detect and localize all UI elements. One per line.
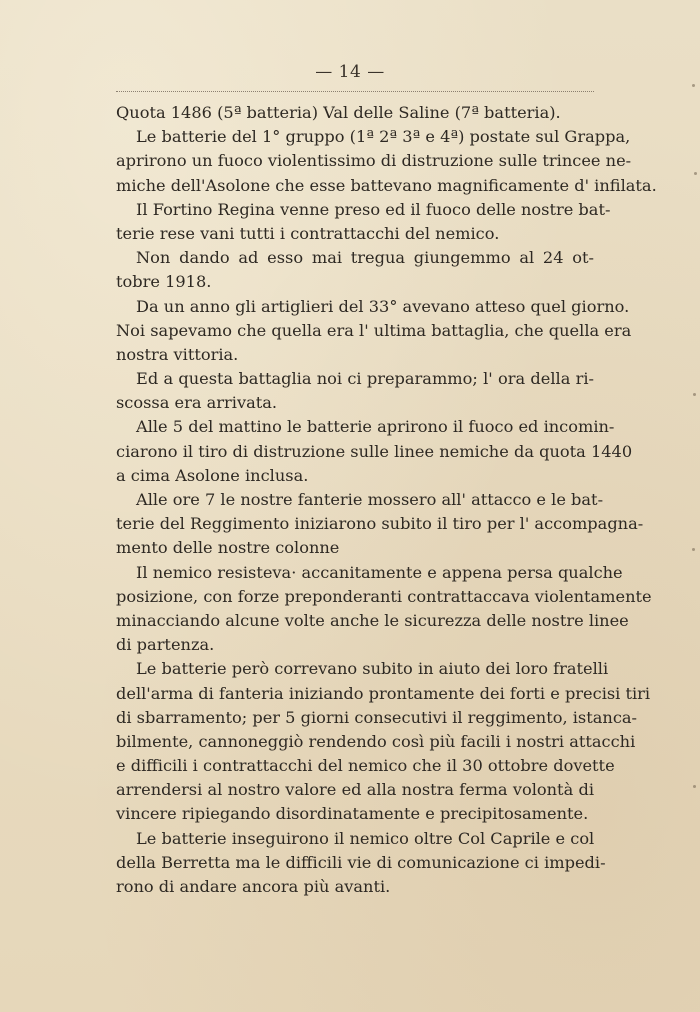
paper-speck xyxy=(693,785,696,788)
page-number: — 14 — xyxy=(315,62,385,82)
text-line: e difficili i contrattacchi del nemico che il 30 ottobre dovette xyxy=(116,756,615,776)
text-line: terie rese vani tutti i contrattacchi del nemico. xyxy=(116,223,500,243)
text-line: aprirono un fuoco violentissimo di distruzione sulle trincee ne- xyxy=(116,151,632,171)
paper-speck xyxy=(692,548,695,551)
body-text xyxy=(116,101,657,899)
text-line: Ed a questa battaglia noi ci preparammo; l' ora della ri- xyxy=(136,369,594,389)
text-line: Il Fortino Regina venne preso ed il fuoco delle nostre bat- xyxy=(136,199,611,219)
text-line: vincere ripiegando disordinatamente e precipitosamente. xyxy=(116,804,589,824)
text-line: posizione, con forze preponderanti contrattaccava violentamente xyxy=(116,586,652,606)
text-line: Alle ore 7 le nostre fanterie mossero all' attacco e le bat- xyxy=(136,490,604,509)
text-line: Da un anno gli artiglieri del 33° avevano atteso quel giorno. xyxy=(136,296,630,316)
text-line: Noi sapevamo che quella era l' ultima battaglia, che quella era xyxy=(116,320,632,340)
text-line: Non dando ad esso mai tregua giungemmo al 24 ot- xyxy=(136,248,594,268)
text-line: arrendersi al nostro valore ed alla nostra ferma volontà di xyxy=(116,780,594,800)
text-line: ciarono il tiro di distruzione sulle linee nemiche da quota 1440 xyxy=(116,441,633,461)
paper-speck xyxy=(693,393,696,396)
text-line: Le batterie del 1° gruppo (1ª 2ª 3ª e 4ª) postate sul Grappa, xyxy=(136,127,631,147)
text-line: rono di andare ancora più avanti. xyxy=(116,877,391,896)
text-line: scossa era arrivata. xyxy=(116,393,278,413)
text-line: tobre 1918. xyxy=(116,272,212,292)
text-line: a cima Asolone inclusa. xyxy=(116,465,309,485)
text-line: Quota 1486 (5ª batteria) Val delle Saline (7ª batteria). xyxy=(116,103,561,122)
text-line: della Berretta ma le difficili vie di comunicazione ci impedi- xyxy=(116,852,606,872)
text-line: bilmente, cannoneggiò rendendo così più facili i nostri attacchi xyxy=(116,731,636,751)
text-line: nostra vittoria. xyxy=(116,344,239,364)
text-line: minacciando alcune volte anche le sicurezza delle nostre linee xyxy=(116,610,629,630)
text-line: Alle 5 del mattino le batterie aprirono il fuoco ed incomin- xyxy=(136,417,615,437)
paper-speck xyxy=(692,84,695,87)
header-divider xyxy=(116,91,594,92)
text-line: Le batterie però correvano subito in aiuto dei loro fratelli xyxy=(136,659,609,679)
text-line: di partenza. xyxy=(116,635,215,655)
text-line: dell'arma di fanteria iniziando prontamente dei forti e precisi tiri xyxy=(116,683,651,703)
text-line: di sbarramento; per 5 giorni consecutivi il reggimento, istanca- xyxy=(116,707,638,727)
text-line: mento delle nostre colonne xyxy=(116,538,340,558)
text-line: Le batterie inseguirono il nemico oltre Col Caprile e col xyxy=(136,828,595,848)
text-line: miche dell'Asolone che esse battevano magnificamente d' infilata. xyxy=(116,175,657,195)
text-line: terie del Reggimento iniziarono subito il tiro per l' accompagna- xyxy=(116,514,644,534)
paper-speck xyxy=(694,172,697,175)
text-line: Il nemico resisteva· accanitamente e appena persa qualche xyxy=(136,562,623,582)
